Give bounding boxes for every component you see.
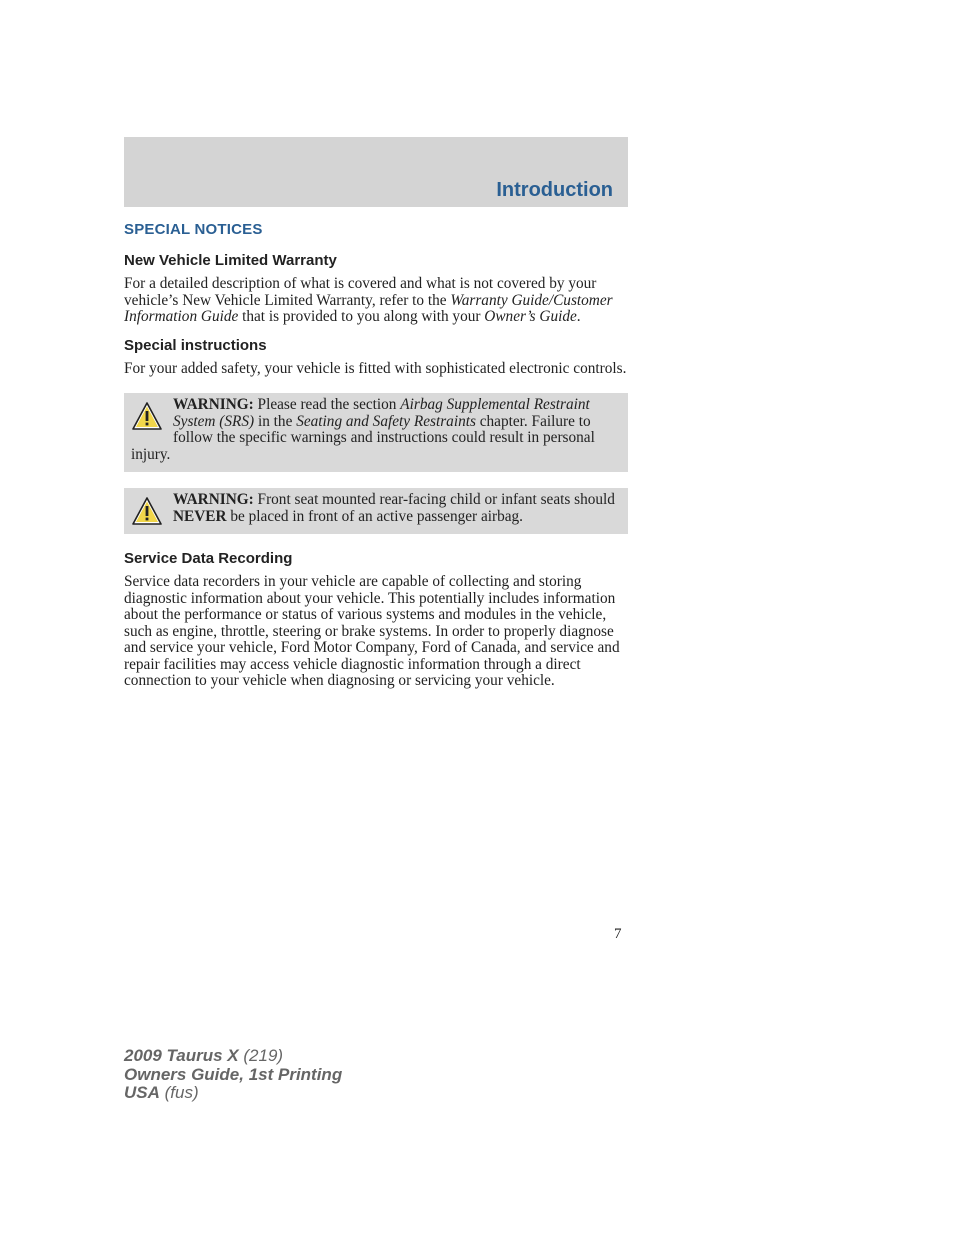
special-instructions-heading: Special instructions <box>124 336 267 354</box>
warranty-paragraph: For a detailed description of what is covered and what is not covered by your vehicle’s New Vehicle Limited Warranty, refer to the Warranty Guide/Customer Information Guide that is provided to you along with your Owner’s Guide. <box>124 275 613 325</box>
chapter-header-band <box>124 137 628 207</box>
warranty-heading: New Vehicle Limited Warranty <box>124 252 337 269</box>
warning-triangle-icon <box>131 496 163 526</box>
footer-line-model: 2009 Taurus X (219) <box>124 1046 284 1065</box>
warning-triangle-icon <box>131 401 163 431</box>
footer-line-edition: Owners Guide, 1st Printing <box>124 1064 343 1084</box>
special-instructions-paragraph: For your added safety, your vehicle is fitted with sophisticated electronic controls. <box>124 359 627 377</box>
document-footer <box>124 1047 342 1103</box>
footer-line-market: USA (fus) <box>124 1083 199 1102</box>
page-number: 7 <box>614 926 622 942</box>
page-content <box>124 218 628 701</box>
chapter-title: Introduction <box>496 179 613 201</box>
warning-text-child-seat: WARNING: Front seat mounted rear-facing child or infant seats should NEVER be placed in front of an active passenger airbag. <box>173 491 615 525</box>
warning-text-airbag: WARNING: Please read the section Airbag Supplemental Restraint System (SRS) in the Seating and Safety Restraints chapter. Failure to follow the specific warnings and instructions could result in personal injury. <box>131 396 595 463</box>
service-data-heading: Service Data Recording <box>124 550 293 567</box>
warning-box-airbag <box>124 393 628 472</box>
service-data-paragraph: Service data recorders in your vehicle are capable of collecting and storing diagnostic information about your vehicle. This potentially includes information about the performance or status of various systems and modules in the vehicle, such as engine, throttle, steering or brake systems. In order to properly diagnose and service your vehicle, Ford Motor Company, Ford of Canada, and service and repair facilities may access vehicle diagnostic information through a direct connection to your vehicle when diagnosing or servicing your vehicle. <box>124 573 620 689</box>
warning-box-child-seat <box>124 488 628 534</box>
section-title: SPECIAL NOTICES <box>124 221 263 238</box>
